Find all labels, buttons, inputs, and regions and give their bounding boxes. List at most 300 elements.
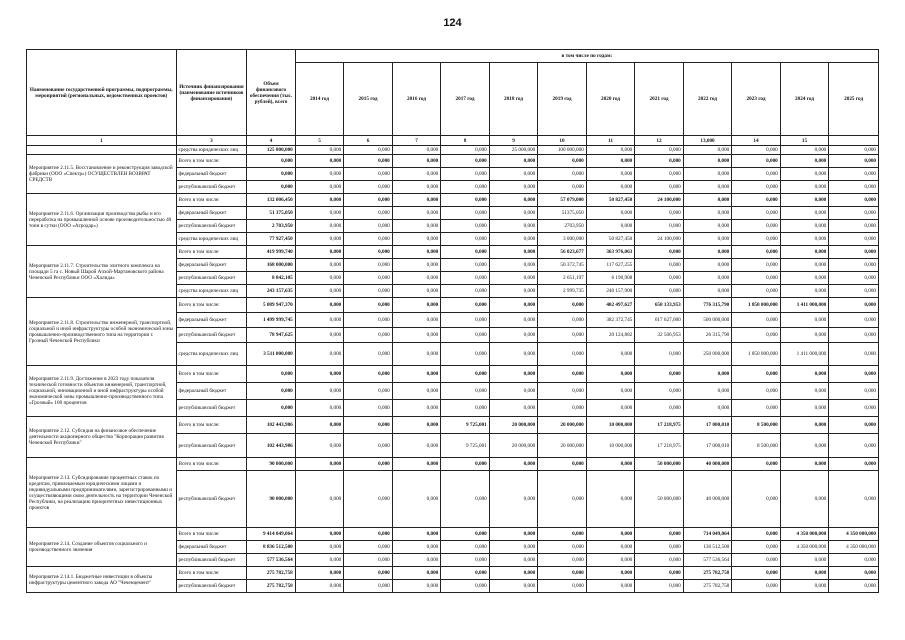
year-amount: 1 850 000,000 bbox=[732, 343, 781, 366]
year-amount: 0,000 bbox=[392, 343, 441, 366]
measure-name bbox=[27, 146, 177, 155]
year-amount: 0,000 bbox=[489, 259, 538, 272]
year-amount: 0,000 bbox=[635, 272, 684, 285]
year-amount: 0,000 bbox=[635, 285, 684, 298]
year-amount: 40 000,000 bbox=[683, 458, 732, 471]
year-amount: 4 350 000,000 bbox=[829, 541, 879, 554]
funding-source: Всего в том числе: bbox=[176, 528, 247, 541]
year-amount: 0,000 bbox=[780, 313, 829, 328]
year-amount: 0,000 bbox=[344, 328, 393, 343]
year-amount: 0,000 bbox=[635, 567, 684, 580]
year-amount: 4 350 000,000 bbox=[780, 528, 829, 541]
year-amount: 0,000 bbox=[441, 313, 490, 328]
year-amount: 0,000 bbox=[732, 328, 781, 343]
year-amount: 0,000 bbox=[344, 181, 393, 194]
year-amount: 0,000 bbox=[441, 298, 490, 313]
year-amount: 0,000 bbox=[489, 155, 538, 168]
year-amount: 0,000 bbox=[392, 259, 441, 272]
year-amount: 0,000 bbox=[829, 220, 879, 233]
year-amount: 0,000 bbox=[586, 567, 635, 580]
year-amount: 20 000,000 bbox=[538, 434, 587, 458]
year-amount: 0,000 bbox=[829, 458, 879, 471]
funding-source: республиканский бюджет bbox=[176, 220, 247, 233]
year-amount: 4 350 000,000 bbox=[829, 528, 879, 541]
column-number: 7 bbox=[392, 136, 441, 146]
year-amount: 0,000 bbox=[295, 541, 344, 554]
year-amount: 51375,050 bbox=[538, 207, 587, 220]
year-amount: 382 372,745 bbox=[586, 313, 635, 328]
year-amount: 0,000 bbox=[295, 313, 344, 328]
year-amount: 0,000 bbox=[538, 400, 587, 417]
year-amount: 8 500,000 bbox=[732, 417, 781, 434]
year-amount: 0,000 bbox=[392, 471, 441, 528]
funding-source: Всего в том числе: bbox=[176, 458, 247, 471]
year-amount: 577 536,564 bbox=[683, 554, 732, 567]
total-amount: 90 000,000 bbox=[247, 458, 296, 471]
year-amount: 0,000 bbox=[635, 541, 684, 554]
header-year: 2015 год bbox=[344, 63, 393, 136]
funding-source: республиканский бюджет bbox=[176, 554, 247, 567]
table-row bbox=[27, 366, 879, 383]
funding-source: средства юридических лиц bbox=[176, 146, 247, 155]
year-amount: 0,000 bbox=[780, 220, 829, 233]
year-amount: 1 850 000,000 bbox=[732, 298, 781, 313]
year-amount: 4 350 000,000 bbox=[780, 541, 829, 554]
year-amount: 0,000 bbox=[538, 155, 587, 168]
funding-source: республиканский бюджет bbox=[176, 471, 247, 528]
year-amount: 0,000 bbox=[441, 471, 490, 528]
header-year: 2023 год bbox=[732, 63, 781, 136]
year-amount: 617 627,000 bbox=[635, 313, 684, 328]
column-number: 1 bbox=[27, 136, 177, 146]
year-amount: 0,000 bbox=[295, 400, 344, 417]
total-amount: 102 443,986 bbox=[247, 417, 296, 434]
year-amount: 0,000 bbox=[392, 155, 441, 168]
year-amount: 0,000 bbox=[780, 383, 829, 400]
year-amount: 0,000 bbox=[780, 155, 829, 168]
year-amount: 0,000 bbox=[489, 528, 538, 541]
year-amount: 402 497,627 bbox=[586, 298, 635, 313]
year-amount: 0,000 bbox=[538, 528, 587, 541]
year-amount: 26 315,790 bbox=[683, 328, 732, 343]
year-amount: 0,000 bbox=[829, 246, 879, 259]
year-amount: 56 023,677 bbox=[538, 246, 587, 259]
year-amount: 0,000 bbox=[635, 168, 684, 181]
total-amount: 419 999,740 bbox=[247, 246, 296, 259]
column-number: 13,000 bbox=[683, 136, 732, 146]
year-amount: 250 000,000 bbox=[683, 343, 732, 366]
year-amount: 8 500,000 bbox=[732, 434, 781, 458]
table-row bbox=[27, 567, 879, 580]
year-amount: 0,000 bbox=[829, 383, 879, 400]
column-number: 3 bbox=[176, 136, 247, 146]
year-amount: 0,000 bbox=[295, 220, 344, 233]
year-amount: 275 782,758 bbox=[683, 567, 732, 580]
year-amount: 0,000 bbox=[732, 207, 781, 220]
year-amount: 0,000 bbox=[829, 285, 879, 298]
year-amount: 0,000 bbox=[586, 458, 635, 471]
year-amount: 0,000 bbox=[829, 343, 879, 366]
year-amount: 0,000 bbox=[538, 343, 587, 366]
year-amount: 240 157,900 bbox=[586, 285, 635, 298]
year-amount: 100 000,000 bbox=[538, 146, 587, 155]
year-amount: 0,000 bbox=[732, 567, 781, 580]
year-amount: 0,000 bbox=[295, 155, 344, 168]
year-amount: 0,000 bbox=[829, 366, 879, 383]
year-amount: 0,000 bbox=[683, 259, 732, 272]
year-amount: 0,000 bbox=[344, 146, 393, 155]
year-amount: 0,000 bbox=[829, 471, 879, 528]
year-amount: 0,000 bbox=[344, 313, 393, 328]
year-amount: 0,000 bbox=[295, 146, 344, 155]
year-amount: 0,000 bbox=[586, 181, 635, 194]
year-amount: 0,000 bbox=[829, 155, 879, 168]
year-amount: 0,000 bbox=[683, 246, 732, 259]
year-amount: 0,000 bbox=[295, 417, 344, 434]
year-amount: 0,000 bbox=[586, 366, 635, 383]
column-number: 6 bbox=[344, 136, 393, 146]
table-row bbox=[27, 146, 879, 155]
year-amount: 0,000 bbox=[392, 298, 441, 313]
measure-name: Мероприятие 2.13. Субсидирование процентных ставок по кредитам, привлекаемым юридическими лицами и индивидуальными предпринимателями, зарегистрированными и осуществляющими свою деятельность на территории Чеченской Республики, на реализацию приоритетных инвестиционных проектов bbox=[27, 458, 177, 528]
total-amount: 9 414 049,064 bbox=[247, 528, 296, 541]
year-amount: 0,000 bbox=[732, 528, 781, 541]
year-amount: 0,000 bbox=[489, 567, 538, 580]
year-amount: 0,000 bbox=[780, 168, 829, 181]
measure-name: Мероприятие 2.11.8. Строительство инженерной, транспортной, социальной и иной инфраструктуры особой экономической зоны промышленно-производственного типа на территории г. Грозный Чеченской Республики bbox=[27, 298, 177, 366]
header-years-group: в том числе по годам: bbox=[295, 50, 878, 63]
year-amount: 0,000 bbox=[683, 285, 732, 298]
year-amount: 0,000 bbox=[538, 580, 587, 593]
year-amount: 0,000 bbox=[441, 272, 490, 285]
table-row bbox=[27, 155, 879, 168]
total-amount: 275 782,758 bbox=[247, 567, 296, 580]
funding-source: средства юридических лиц bbox=[176, 285, 247, 298]
year-amount: 0,000 bbox=[538, 181, 587, 194]
year-amount: 136 512,500 bbox=[683, 541, 732, 554]
year-amount: 0,000 bbox=[538, 383, 587, 400]
table-row bbox=[27, 194, 879, 207]
year-amount: 0,000 bbox=[441, 343, 490, 366]
year-amount: 0,000 bbox=[586, 471, 635, 528]
funding-source: федеральный бюджет bbox=[176, 313, 247, 328]
year-amount: 50 372,745 bbox=[538, 259, 587, 272]
year-amount: 0,000 bbox=[732, 541, 781, 554]
year-amount: 0,000 bbox=[732, 246, 781, 259]
year-amount: 0,000 bbox=[392, 528, 441, 541]
year-amount: 0,000 bbox=[295, 580, 344, 593]
year-amount: 0,000 bbox=[295, 383, 344, 400]
total-amount: 0,000 bbox=[247, 155, 296, 168]
year-amount: 0,000 bbox=[683, 400, 732, 417]
year-amount: 0,000 bbox=[489, 246, 538, 259]
year-amount: 0,000 bbox=[780, 580, 829, 593]
year-amount: 0,000 bbox=[829, 417, 879, 434]
year-amount: 0,000 bbox=[829, 207, 879, 220]
year-amount: 0,000 bbox=[683, 366, 732, 383]
year-amount: 0,000 bbox=[538, 298, 587, 313]
year-amount: 0,000 bbox=[489, 313, 538, 328]
header-year: 2017 год bbox=[441, 63, 490, 136]
year-amount: 50 000,000 bbox=[635, 458, 684, 471]
year-amount: 714 049,064 bbox=[683, 528, 732, 541]
year-amount: 0,000 bbox=[344, 541, 393, 554]
funding-source: республиканский бюджет bbox=[176, 328, 247, 343]
total-amount: 0,000 bbox=[247, 168, 296, 181]
total-amount: 102 443,986 bbox=[247, 434, 296, 458]
year-amount: 0,000 bbox=[683, 168, 732, 181]
year-amount: 0,000 bbox=[295, 567, 344, 580]
funding-source: федеральный бюджет bbox=[176, 207, 247, 220]
year-amount: 0,000 bbox=[441, 194, 490, 207]
year-amount: 0,000 bbox=[441, 528, 490, 541]
year-amount: 0,000 bbox=[441, 541, 490, 554]
year-amount: 0,000 bbox=[780, 246, 829, 259]
year-amount: 0,000 bbox=[344, 366, 393, 383]
funding-source: федеральный бюджет bbox=[176, 259, 247, 272]
header-year: 2014 год bbox=[295, 63, 344, 136]
year-amount: 0,000 bbox=[489, 554, 538, 567]
year-amount: 0,000 bbox=[635, 220, 684, 233]
year-amount: 0,000 bbox=[829, 146, 879, 155]
year-amount: 0,000 bbox=[732, 181, 781, 194]
year-amount: 0,000 bbox=[586, 220, 635, 233]
year-amount: 50 827,450 bbox=[586, 233, 635, 246]
year-amount: 0,000 bbox=[489, 233, 538, 246]
year-amount: 0,000 bbox=[780, 259, 829, 272]
total-amount: 5 089 947,370 bbox=[247, 298, 296, 313]
year-amount: 0,000 bbox=[295, 246, 344, 259]
year-amount: 17 218,975 bbox=[635, 417, 684, 434]
year-amount: 0,000 bbox=[732, 146, 781, 155]
year-amount: 0,000 bbox=[295, 168, 344, 181]
year-amount: 2703,950 bbox=[538, 220, 587, 233]
year-amount: 0,000 bbox=[732, 233, 781, 246]
year-amount: 0,000 bbox=[732, 383, 781, 400]
table-body bbox=[27, 146, 879, 593]
column-number: 15 bbox=[780, 136, 829, 146]
year-amount: 0,000 bbox=[344, 207, 393, 220]
year-amount: 0,000 bbox=[732, 155, 781, 168]
funding-source: республиканский бюджет bbox=[176, 580, 247, 593]
year-amount: 0,000 bbox=[392, 285, 441, 298]
year-amount: 0,000 bbox=[392, 554, 441, 567]
year-amount: 0,000 bbox=[344, 220, 393, 233]
year-amount: 0,000 bbox=[683, 181, 732, 194]
year-amount: 0,000 bbox=[732, 259, 781, 272]
year-amount: 0,000 bbox=[441, 246, 490, 259]
year-amount: 0,000 bbox=[683, 220, 732, 233]
funding-source: Всего в том числе: bbox=[176, 155, 247, 168]
year-amount: 0,000 bbox=[829, 313, 879, 328]
year-amount: 0,000 bbox=[344, 272, 393, 285]
total-amount: 1 499 999,745 bbox=[247, 313, 296, 328]
year-amount: 0,000 bbox=[295, 298, 344, 313]
year-amount: 0,000 bbox=[780, 366, 829, 383]
year-amount: 0,000 bbox=[635, 366, 684, 383]
table-row bbox=[27, 458, 879, 471]
header-year: 2025 год bbox=[829, 63, 879, 136]
year-amount: 0,000 bbox=[441, 554, 490, 567]
year-amount: 0,000 bbox=[829, 259, 879, 272]
total-amount: 2 703,950 bbox=[247, 220, 296, 233]
year-amount: 0,000 bbox=[344, 528, 393, 541]
year-amount: 0,000 bbox=[489, 343, 538, 366]
year-amount: 0,000 bbox=[732, 272, 781, 285]
year-amount: 0,000 bbox=[441, 458, 490, 471]
year-amount: 0,000 bbox=[829, 233, 879, 246]
year-amount: 0,000 bbox=[392, 458, 441, 471]
column-number: 5 bbox=[295, 136, 344, 146]
year-amount: 0,000 bbox=[780, 417, 829, 434]
total-amount: 8 842,105 bbox=[247, 272, 296, 285]
year-amount: 0,000 bbox=[441, 567, 490, 580]
year-amount: 9 725,001 bbox=[441, 434, 490, 458]
year-amount: 0,000 bbox=[780, 272, 829, 285]
year-amount: 20 000,000 bbox=[489, 417, 538, 434]
year-amount: 0,000 bbox=[489, 400, 538, 417]
year-amount: 0,000 bbox=[441, 259, 490, 272]
total-amount: 0,000 bbox=[247, 383, 296, 400]
year-amount: 0,000 bbox=[538, 567, 587, 580]
table-row bbox=[27, 246, 879, 259]
year-amount: 0,000 bbox=[635, 259, 684, 272]
year-amount: 0,000 bbox=[392, 246, 441, 259]
year-amount: 0,000 bbox=[489, 220, 538, 233]
year-amount: 57 079,000 bbox=[538, 194, 587, 207]
year-amount: 0,000 bbox=[441, 207, 490, 220]
year-amount: 0,000 bbox=[392, 272, 441, 285]
year-amount: 0,000 bbox=[538, 541, 587, 554]
year-amount: 25 000,000 bbox=[489, 146, 538, 155]
funding-source: республиканский бюджет bbox=[176, 400, 247, 417]
year-amount: 0,000 bbox=[732, 285, 781, 298]
year-amount: 0,000 bbox=[295, 272, 344, 285]
year-amount: 10 000,000 bbox=[586, 417, 635, 434]
year-amount: 776 315,790 bbox=[683, 298, 732, 313]
total-amount: 8 836 512,500 bbox=[247, 541, 296, 554]
column-numbers-row bbox=[27, 136, 879, 146]
year-amount: 0,000 bbox=[635, 580, 684, 593]
year-amount: 0,000 bbox=[586, 541, 635, 554]
year-amount: 0,000 bbox=[344, 233, 393, 246]
year-amount: 0,000 bbox=[441, 233, 490, 246]
year-amount: 0,000 bbox=[392, 168, 441, 181]
year-amount: 0,000 bbox=[732, 168, 781, 181]
year-amount: 0,000 bbox=[780, 233, 829, 246]
column-number: 4 bbox=[247, 136, 296, 146]
total-amount: 577 536,564 bbox=[247, 554, 296, 567]
year-amount: 0,000 bbox=[829, 194, 879, 207]
year-amount: 50 827,450 bbox=[586, 194, 635, 207]
total-amount: 125 000,000 bbox=[247, 146, 296, 155]
year-amount: 0,000 bbox=[392, 434, 441, 458]
year-amount: 0,000 bbox=[489, 580, 538, 593]
year-amount: 0,000 bbox=[683, 272, 732, 285]
total-amount: 243 157,635 bbox=[247, 285, 296, 298]
year-amount: 0,000 bbox=[732, 554, 781, 567]
year-amount: 0,000 bbox=[538, 554, 587, 567]
column-number: 9 bbox=[489, 136, 538, 146]
funding-source: средства юридических лиц bbox=[176, 233, 247, 246]
year-amount: 0,000 bbox=[489, 168, 538, 181]
year-amount: 0,000 bbox=[829, 298, 879, 313]
total-amount: 3 511 000,000 bbox=[247, 343, 296, 366]
column-number: 12 bbox=[635, 136, 684, 146]
funding-source: республиканский бюджет bbox=[176, 272, 247, 285]
funding-source: Всего в том числе: bbox=[176, 246, 247, 259]
year-amount: 0,000 bbox=[732, 366, 781, 383]
year-amount: 6 190,908 bbox=[586, 272, 635, 285]
year-amount: 0,000 bbox=[683, 207, 732, 220]
funding-source: Всего в том числе: bbox=[176, 194, 247, 207]
year-amount: 0,000 bbox=[683, 146, 732, 155]
year-amount: 0,000 bbox=[344, 400, 393, 417]
year-amount: 0,000 bbox=[344, 298, 393, 313]
year-amount: 0,000 bbox=[780, 285, 829, 298]
year-amount: 0,000 bbox=[683, 155, 732, 168]
year-amount: 0,000 bbox=[392, 181, 441, 194]
year-amount: 0,000 bbox=[780, 458, 829, 471]
measure-name: Мероприятие 2.12. Субсидия на финансовое обеспечение деятельности акционерного общества "Корпорация развития Чеченской Республики" bbox=[27, 417, 177, 458]
year-amount: 0,000 bbox=[829, 400, 879, 417]
year-amount: 0,000 bbox=[344, 471, 393, 528]
year-amount: 0,000 bbox=[392, 567, 441, 580]
header-year: 2018 год bbox=[489, 63, 538, 136]
funding-source: средства юридических лиц bbox=[176, 343, 247, 366]
measure-name: Мероприятие 2.14. Создание объектов социального и производственного значения bbox=[27, 528, 177, 567]
total-amount: 132 006,450 bbox=[247, 194, 296, 207]
year-amount: 0,000 bbox=[344, 168, 393, 181]
year-amount: 0,000 bbox=[344, 567, 393, 580]
year-amount: 0,000 bbox=[344, 155, 393, 168]
funding-source: республиканский бюджет bbox=[176, 181, 247, 194]
year-amount: 0,000 bbox=[295, 471, 344, 528]
total-amount: 90 000,000 bbox=[247, 471, 296, 528]
year-amount: 2 651,197 bbox=[538, 272, 587, 285]
table-row bbox=[27, 417, 879, 434]
year-amount: 0,000 bbox=[344, 417, 393, 434]
year-amount: 0,000 bbox=[295, 194, 344, 207]
year-amount: 0,000 bbox=[586, 155, 635, 168]
year-amount: 0,000 bbox=[635, 400, 684, 417]
year-amount: 0,000 bbox=[441, 328, 490, 343]
year-amount: 24 100,000 bbox=[635, 194, 684, 207]
year-amount: 0,000 bbox=[295, 554, 344, 567]
year-amount: 20 000,000 bbox=[489, 434, 538, 458]
year-amount: 0,000 bbox=[489, 328, 538, 343]
year-amount: 0,000 bbox=[441, 383, 490, 400]
year-amount: 0,000 bbox=[344, 194, 393, 207]
total-amount: 0,000 bbox=[247, 366, 296, 383]
table-row bbox=[27, 528, 879, 541]
year-amount: 0,000 bbox=[635, 146, 684, 155]
year-amount: 0,000 bbox=[635, 343, 684, 366]
year-amount: 0,000 bbox=[732, 580, 781, 593]
year-amount: 0,000 bbox=[295, 434, 344, 458]
year-amount: 0,000 bbox=[489, 207, 538, 220]
year-amount: 0,000 bbox=[392, 313, 441, 328]
year-amount: 1 411 000,000 bbox=[780, 298, 829, 313]
header-year: 2016 год bbox=[392, 63, 441, 136]
year-amount: 0,000 bbox=[344, 259, 393, 272]
header-volume-col: Объем финансового обеспечения (тыс. рублей), всего bbox=[247, 50, 296, 136]
year-amount: 0,000 bbox=[392, 220, 441, 233]
header-name-col: Наименование государственной программы, подпрограммы, мероприятий (региональных, ведомственных проектов) bbox=[27, 50, 177, 136]
year-amount: 0,000 bbox=[780, 434, 829, 458]
funding-source: республиканский бюджет bbox=[176, 434, 247, 458]
year-amount: 0,000 bbox=[829, 434, 879, 458]
